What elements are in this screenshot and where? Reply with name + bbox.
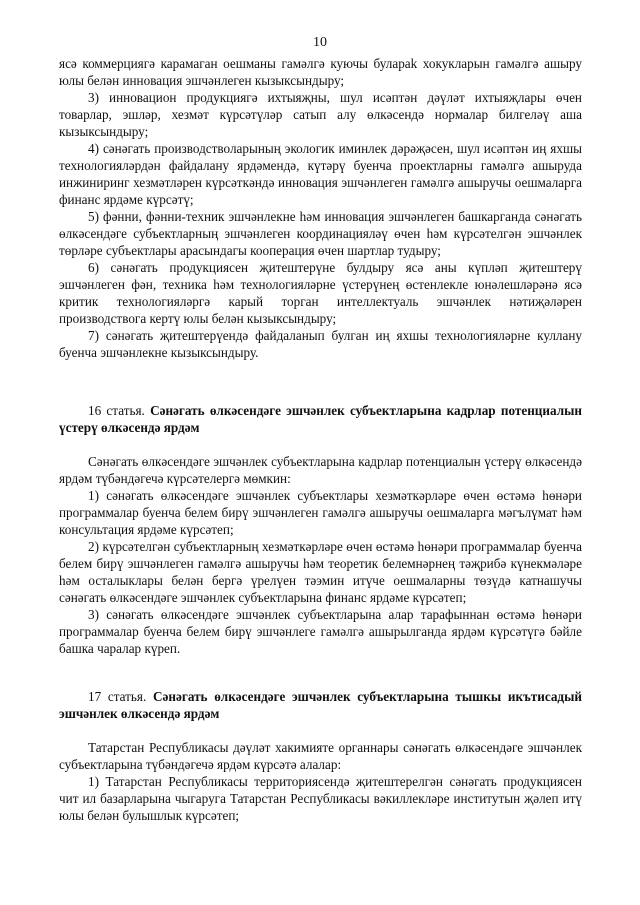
list-item-7: 7) сәнәгать җитештерүендә файдаланып булган иң яхшы технологияләрне куллану буенча эшчәнлекне кызыксындыру. bbox=[59, 328, 582, 360]
list-item-3: 3) инновацион продукциягә ихтыяҗны, шул исәптән дәүләт ихтыяҗлары өчен товарлар, эшләр, хезмәт күрсәтүләр сатып алу өлкәсендә нормалар билгеләү аша кызыксындыру; bbox=[59, 90, 582, 139]
article-17-title: Сәнәгать өлкәсендәге эшчәнлек субъектларына тышкы икътисадый эшчәнлек өлкәсендә ярдәм bbox=[59, 689, 583, 721]
page-number: 10 bbox=[313, 35, 327, 50]
article-16-item-1: 1) сәнәгать өлкәсендәге эшчәнлек субъектлары хезмәткәрләре өчен өстәмә һөнәри программалар буенча белем бирү эшчәнлеген гамәлгә ашыручы оешмаларга мәгълүмат һәм консультация ярдәме күрсәтеп; bbox=[59, 488, 582, 537]
article-16-body bbox=[59, 453, 582, 657]
list-item-5: 5) фәнни, фәнни-техник эшчәнлекне һәм инновация эшчәнлеген башкарганда сәнәгать өлкәсендәге субъектларның эшчәнлеген координацияләү өчен һәм күрсәтелгән эшчәнлек төрләре субъектлары арасындагы кооперация өчен шартлар тудыру; bbox=[59, 209, 582, 258]
article-16-item-2: 2) күрсәтелгән субъектларның хезмәткәрләре өчен өстәмә һөнәри программалар буенча белем бирү эшчәнлеген гамәлгә ашыручы һәм теоретик белемнәрнең тәҗрибә күнекмәләре һәм осталыклары белән бергә үрелүен тәэмин итүче оешмаларны төзүдә катнашучы сәнәгать өлкәсендәге эшчәнлек субъектларына финанс ярдәме күрсәтеп; bbox=[59, 539, 582, 605]
list-item-4: 4) сәнәгать производстволарының экологик иминлек дәрәҗәсен, шул исәптән иң яхшы технологияләрдән файдалану ярдәмендә, күтәрү буенча проектларны гамәлгә ашыруда инжиниринг хезмәтләрен күрсәткәндә инновация эшчәнлеген гамәлгә ашыручы оешмаларга финанс ярдәме күрсәтү; bbox=[59, 141, 582, 207]
article-16-heading bbox=[59, 402, 582, 436]
paragraph-continuation: ясә коммерциягә карамаган оешманы гамәлгә куючы булараk хокукларын гамәлгә ашыру юлы белән инновация эшчәнлеген кызыксындыру; bbox=[59, 56, 582, 88]
article-16-item-3: 3) сәнәгать өлкәсендәге эшчәнлек субъектларына алар тарафыннан өстәмә һөнәри программалар буенча белем бирү эшчәнлеге гамәлгә ашырылганда ярдәм күрсәтүгә бәйле башка чаралар күреп. bbox=[59, 607, 582, 656]
list-item-6: 6) сәнәгать продукциясен җитештерүне булдыру ясә аны күпләп җитештерү эшчәнлеген фән, техника һәм технологияләрне үстерүнең өстенлекле юнәлешләрәнә ясә критик технологияләргә карый торган интеллектуаль эшчәнлек нәтиҗәләрен производствога кертү юлы белән кызыксындыру; bbox=[59, 260, 582, 326]
article-16-number: 16 статья. bbox=[88, 403, 145, 418]
article-17-body bbox=[59, 739, 582, 824]
article-16-title: Сәнәгать өлкәсендәге эшчәнлек субъектларына кадрлар потенциалын үстерү өлкәсендә ярдәм bbox=[59, 403, 582, 435]
article-17-item-1: 1) Татарстан Республикасы территориясендә җитештерелгән сәнәгать продукциясен чит ил базарларына чыгаруга Татарстан Республикасы вәкиллекләре институтын җәлеп итү юлы белән булышлык күрсәтеп; bbox=[59, 774, 582, 823]
block-continuation bbox=[59, 55, 582, 361]
article-16-intro: Сәнәгать өлкәсендәге эшчәнлек субъектларына кадрлар потенциалын үстерү өлкәсендә ярдәм түбәндәгечә күрсәтелергә мөмкин: bbox=[59, 454, 582, 486]
article-17-heading bbox=[59, 688, 582, 722]
article-17-number: 17 статья. bbox=[88, 689, 147, 704]
article-17-intro: Татарстан Республикасы дәүләт хакимияте органнары сәнәгать өлкәсендәге эшчәнлек субъектларына түбәндәгечә ярдәм күрсәтә алалар: bbox=[59, 740, 582, 772]
